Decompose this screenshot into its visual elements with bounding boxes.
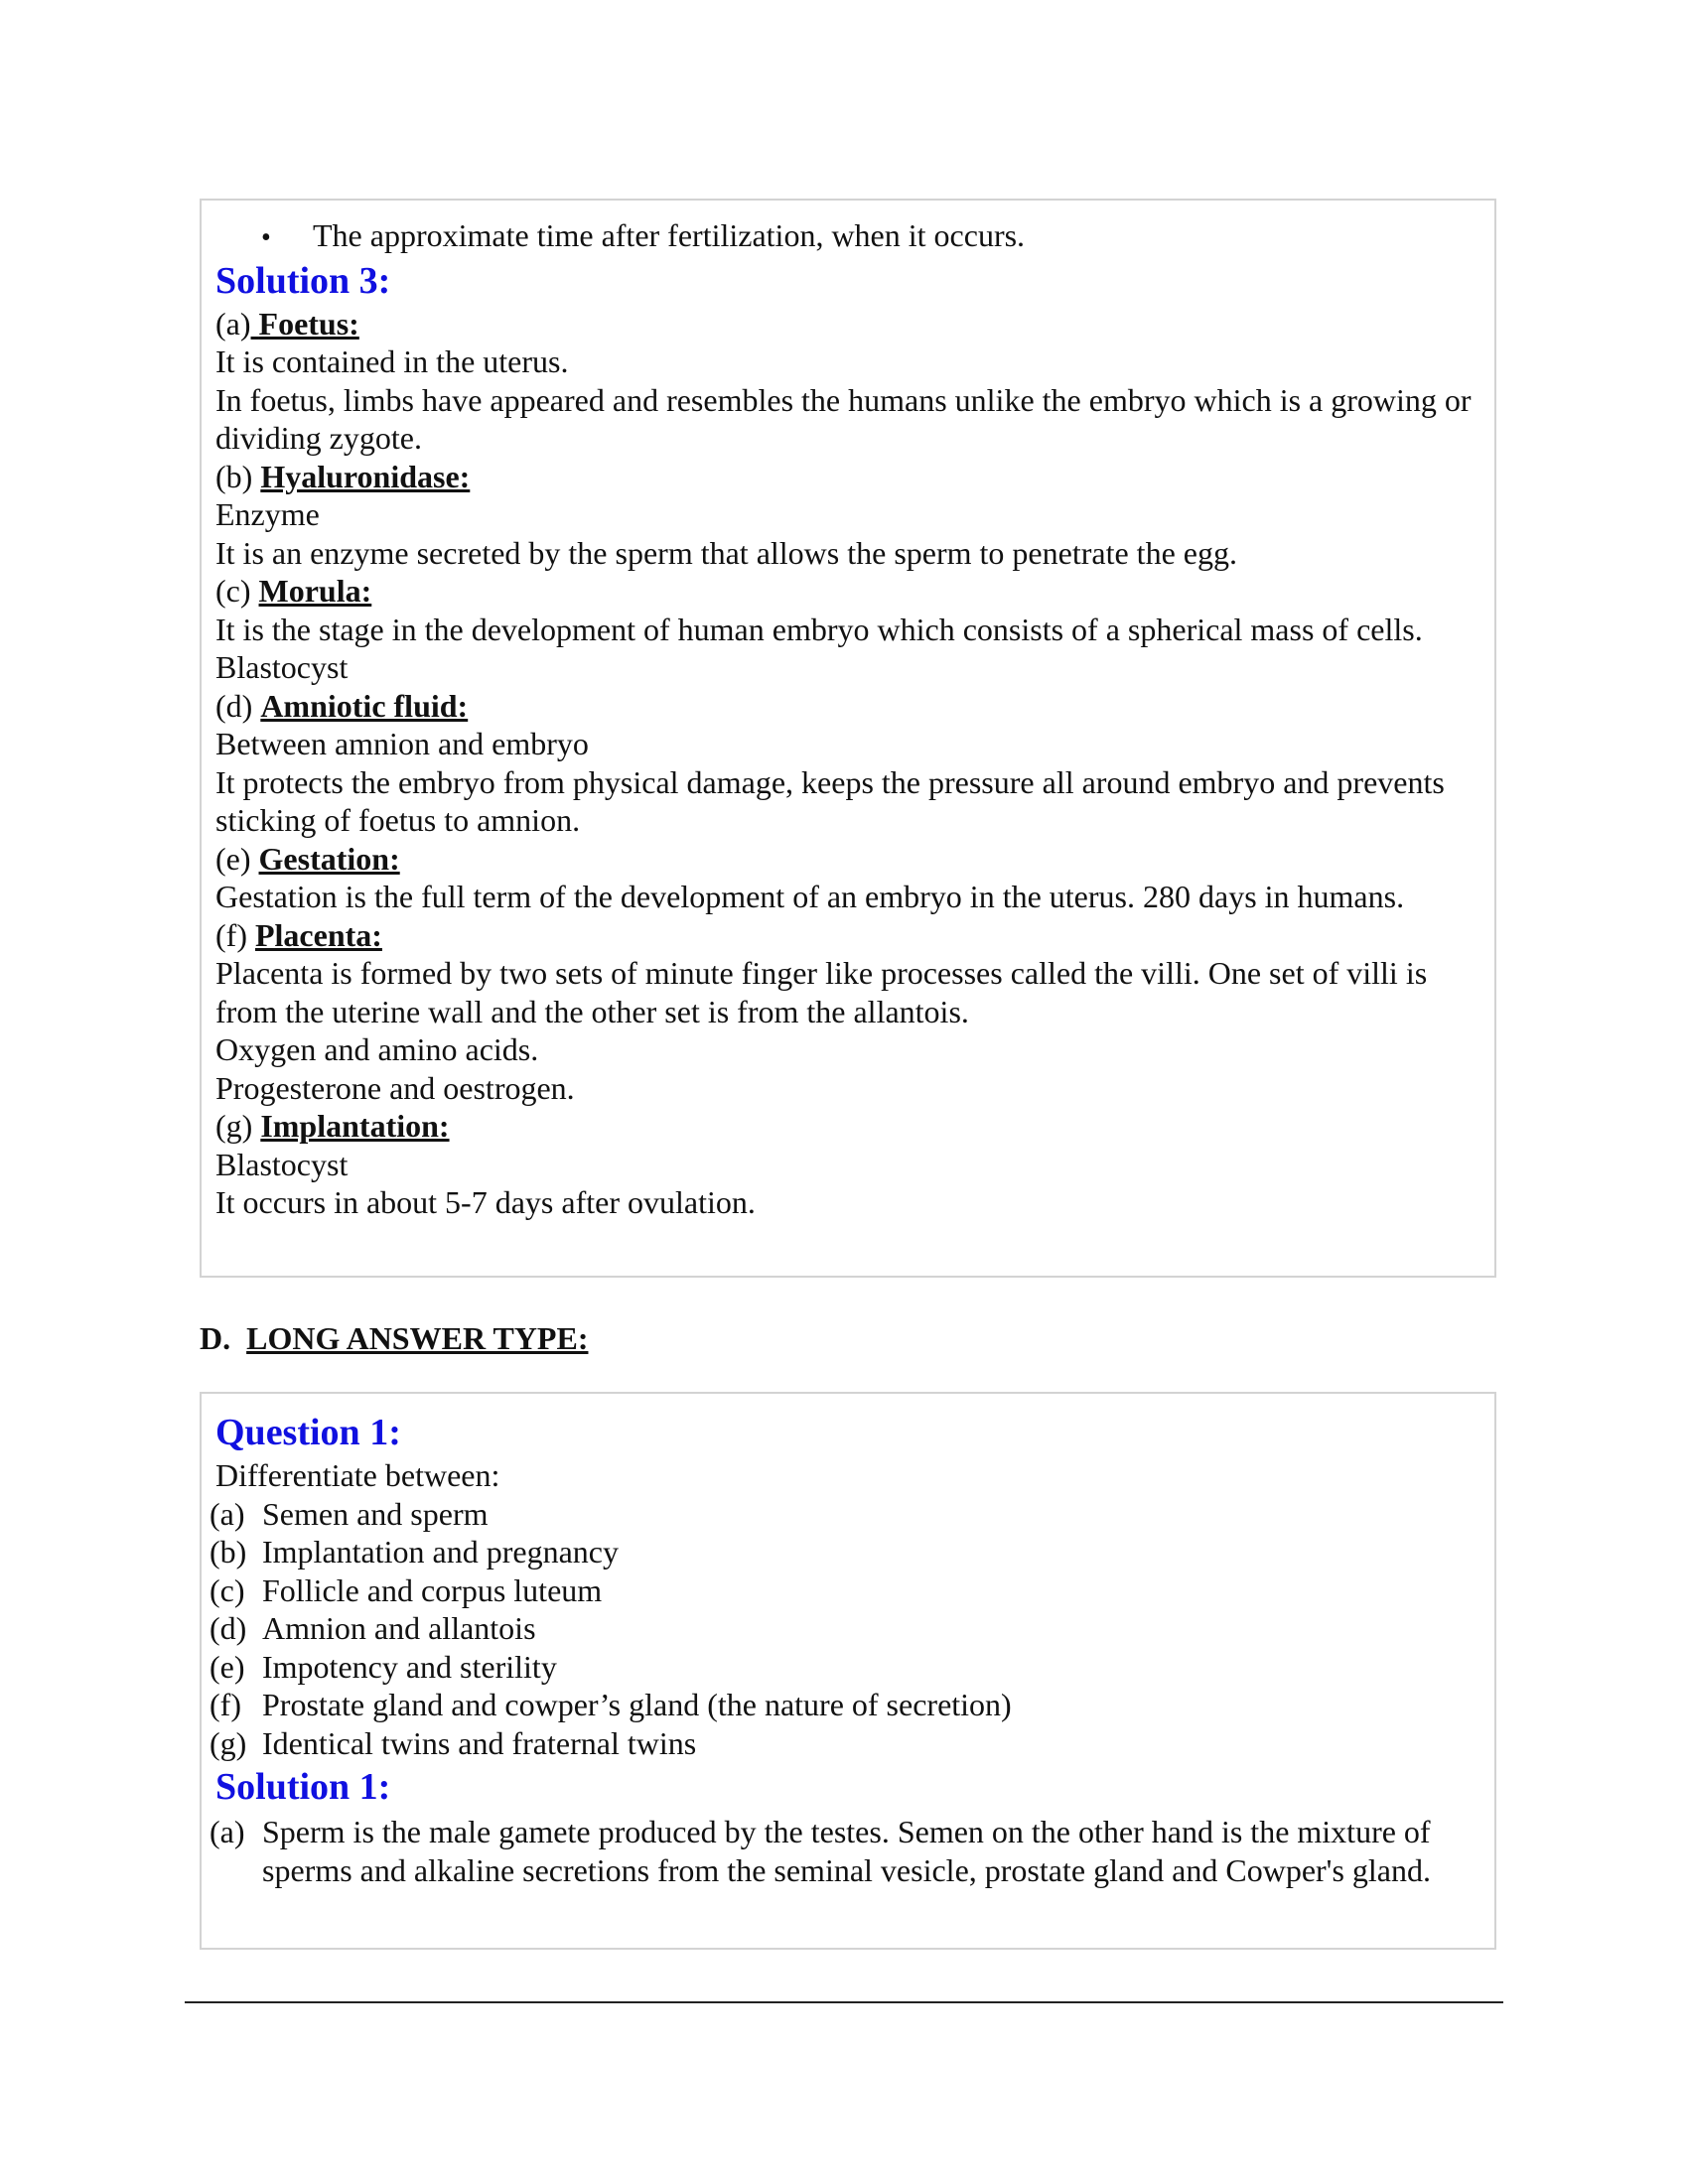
answer-d-heading <box>215 687 1480 726</box>
list-label: (d) <box>210 1610 247 1646</box>
solution-heading: Solution 1: <box>215 1766 391 1808</box>
answer-a-heading <box>215 305 1480 343</box>
answer-term: Implantation: <box>260 1108 450 1144</box>
list-text: Implantation and pregnancy <box>262 1534 619 1570</box>
list-text: Semen and sperm <box>262 1495 489 1532</box>
question-prompt: Differentiate between: <box>215 1457 500 1493</box>
solution-heading: Solution 3: <box>215 259 391 302</box>
question-list-item <box>210 1571 1480 1610</box>
list-text: Follicle and corpus luteum <box>262 1571 603 1608</box>
question-list-item <box>210 1648 1480 1687</box>
section-letter: D. <box>200 1320 231 1356</box>
list-label: (c) <box>210 1571 245 1608</box>
bullet-text: The approximate time after fertilization, when it occurs. <box>313 217 1026 253</box>
list-text: Amnion and allantois <box>262 1610 536 1646</box>
question-list-item <box>210 1609 1480 1648</box>
answer-c-heading <box>215 572 1480 611</box>
answer-e-line: Gestation is the full term of the development of an embryo in the uterus. 280 days in humans. <box>215 879 1405 914</box>
solution-list-item <box>210 1813 1480 1889</box>
answer-term: Placenta: <box>254 916 382 953</box>
list-text: Prostate gland and cowper’s gland (the nature of secretion) <box>262 1687 1012 1722</box>
question-heading: Question 1: <box>215 1412 401 1453</box>
answer-b-line: Enzyme <box>215 496 320 532</box>
list-text: Identical twins and fraternal twins <box>262 1724 697 1761</box>
answer-g-line: It occurs in about 5-7 days after ovulation. <box>215 1184 756 1220</box>
section-heading <box>200 1318 588 1358</box>
answer-label: (e) <box>215 840 251 877</box>
list-label: (a) <box>210 1495 245 1532</box>
question-1-box <box>200 1392 1496 1950</box>
answer-e-heading <box>215 840 1480 879</box>
list-label: (f) <box>210 1687 241 1722</box>
answer-f-heading <box>215 916 1480 955</box>
answer-term: Foetus: <box>258 305 359 341</box>
answer-b-line: It is an enzyme secreted by the sperm that allows the sperm to penetrate the egg. <box>215 534 1237 571</box>
question-list-item <box>210 1495 1480 1534</box>
list-label: (g) <box>210 1724 247 1761</box>
bullet-icon: • <box>261 222 271 253</box>
question-list <box>210 1495 1480 1763</box>
answer-label: (b) <box>215 458 253 494</box>
answer-f-line: Placenta is formed by two sets of minute finger like processes called the villi. One set of villi is from the uterine wall and the other set is from the allantois. <box>215 955 1428 1029</box>
answer-label: (g) <box>215 1108 253 1144</box>
question-list-item <box>210 1686 1480 1724</box>
answer-f-line: Oxygen and amino acids. <box>215 1031 539 1067</box>
section-title: LONG ANSWER TYPE: <box>246 1320 589 1356</box>
answer-label: (f) <box>215 916 247 953</box>
answer-a-line: In foetus, limbs have appeared and resembles the humans unlike the embryo which is a growing or dividing zygote. <box>215 381 1472 456</box>
answer-term: Gestation: <box>258 840 400 877</box>
list-text: Sperm is the male gamete produced by the testes. Semen on the other hand is the mixture of sperms and alkaline secretions from the seminal vesicle, prostate gland and Cowper's gland. <box>262 1814 1431 1888</box>
answer-term: Amniotic fluid: <box>260 687 469 724</box>
answer-label: (d) <box>215 687 253 724</box>
answer-g-heading <box>215 1107 1480 1146</box>
answer-c-line: It is the stage in the development of human embryo which consists of a spherical mass of cells. <box>215 611 1423 647</box>
list-label: (b) <box>210 1534 247 1570</box>
question-list-item <box>210 1533 1480 1571</box>
answer-b-heading <box>215 458 1480 496</box>
answer-d-line: It protects the embryo from physical damage, keeps the pressure all around embryo and prevents sticking of foetus to amnion. <box>215 763 1445 838</box>
list-label: (e) <box>210 1648 245 1685</box>
answer-d-line: Between amnion and embryo <box>215 726 589 761</box>
answer-a-line: It is contained in the uterus. <box>215 343 569 379</box>
solution-3-box <box>200 199 1496 1278</box>
list-label: (a) <box>210 1814 245 1849</box>
question-list-item <box>210 1724 1480 1763</box>
answer-term: Morula: <box>258 573 372 609</box>
bullet-item <box>215 216 1480 258</box>
answer-c-line: Blastocyst <box>215 649 349 685</box>
list-text: Impotency and sterility <box>262 1648 557 1685</box>
solution-list <box>210 1813 1480 1889</box>
answer-label: (a) <box>215 305 251 341</box>
answer-f-line: Progesterone and oestrogen. <box>215 1069 575 1106</box>
answer-label: (c) <box>215 573 251 609</box>
footer-divider <box>185 2001 1503 2003</box>
answer-g-line: Blastocyst <box>215 1146 349 1182</box>
answer-term: Hyaluronidase: <box>260 458 471 494</box>
